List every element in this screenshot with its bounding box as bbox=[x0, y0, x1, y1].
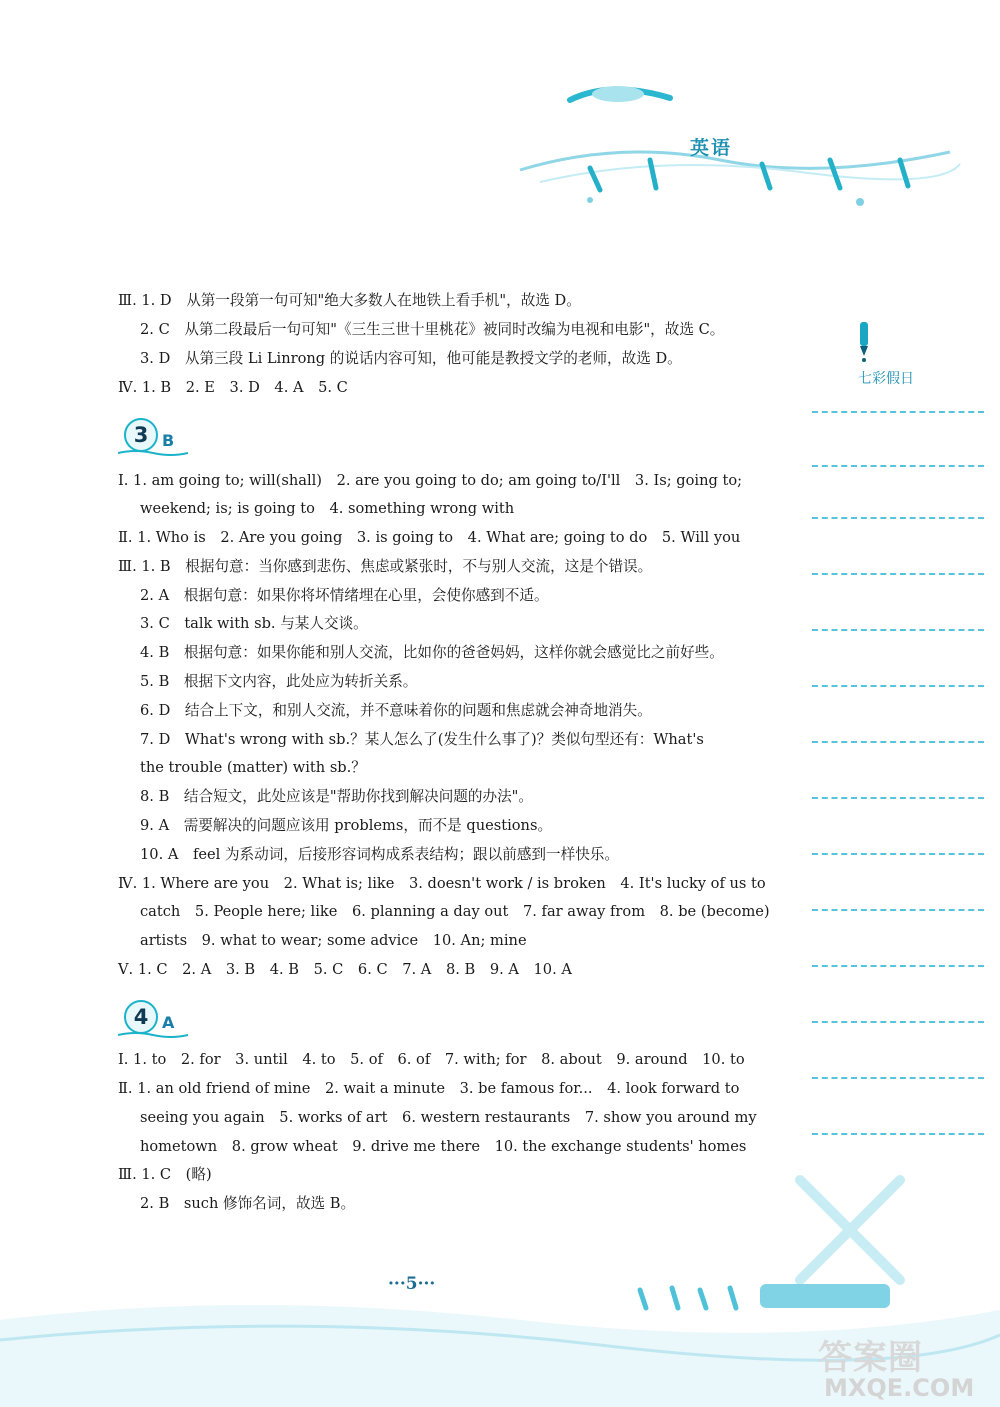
note-line bbox=[812, 797, 984, 799]
note-line bbox=[812, 411, 984, 413]
answer-line: 10. A feel 为系动词，后接形容词构成系表结构；跟以前感到一样快乐。 bbox=[140, 846, 619, 863]
lesson-letter: B bbox=[162, 431, 175, 450]
note-line bbox=[812, 685, 984, 687]
page-number: ···5··· bbox=[388, 1274, 436, 1294]
note-line bbox=[812, 1077, 984, 1079]
answer-line: 8. B 结合短文，此处应该是"帮助你找到解决问题的办法"。 bbox=[140, 788, 533, 805]
answer-line: Ⅲ. 1. C (略) bbox=[118, 1166, 212, 1183]
answer-line: Ⅴ. 1. C 2. A 3. B 4. B 5. C 6. C 7. A 8. B 9. A 10. A bbox=[118, 961, 572, 978]
answer-line: Ⅰ. 1. to 2. for 3. until 4. to 5. of 6. of 7. with; for 8. about 9. around 10. to bbox=[118, 1051, 745, 1068]
answer-line: 2. C 从第二段最后一句可知"《三生三世十里桃花》被同时改编为电视和电影"，故选 C。 bbox=[140, 321, 725, 338]
note-line bbox=[812, 573, 984, 575]
answer-line: Ⅳ. 1. Where are you 2. What is; like 3. doesn't work / is broken 4. It's lucky of us to bbox=[118, 875, 766, 892]
note-line bbox=[812, 517, 984, 519]
answer-line: 6. D 结合上下文，和别人交流，并不意味着你的问题和焦虑就会神奇地消失。 bbox=[140, 702, 652, 719]
answer-line: Ⅲ. 1. D 从第一段第一句可知"绝大多数人在地铁上看手机"，故选 D。 bbox=[118, 292, 581, 309]
answer-line: 3. C talk with sb. 与某人交谈。 bbox=[140, 615, 368, 632]
subject-title: 英语 bbox=[690, 137, 733, 159]
answer-line: catch 5. People here; like 6. planning a day out 7. far away from 8. be (become) bbox=[140, 903, 770, 920]
answer-line: Ⅰ. 1. am going to; will(shall) 2. are you going to do; am going to/I'll 3. Is; going to; bbox=[118, 472, 743, 489]
watermark-url: MXQE.COM bbox=[824, 1374, 975, 1402]
answer-line: the trouble (matter) with sb.？ bbox=[140, 759, 366, 776]
note-line bbox=[812, 741, 984, 743]
answer-line: Ⅲ. 1. B 根据句意：当你感到悲伤、焦虑或紧张时，不与别人交流，这是个错误。 bbox=[118, 558, 653, 575]
pen-icon bbox=[844, 320, 884, 364]
answer-line: 9. A 需要解决的问题应该用 problems，而不是 questions。 bbox=[140, 817, 553, 834]
note-line bbox=[812, 853, 984, 855]
answer-line: weekend; is; is going to 4. something wrong with bbox=[140, 500, 515, 517]
watermark-text: 答案圈 bbox=[818, 1338, 923, 1378]
note-line bbox=[812, 1133, 984, 1135]
note-line bbox=[812, 1021, 984, 1023]
note-line bbox=[812, 465, 984, 467]
answer-line: 2. A 根据句意：如果你将坏情绪埋在心里，会使你感到不适。 bbox=[140, 587, 549, 604]
header-decoration bbox=[500, 60, 970, 230]
wave-decoration bbox=[118, 1031, 188, 1039]
answer-line: hometown 8. grow wheat 9. drive me there 10. the exchange students' homes bbox=[140, 1138, 747, 1155]
lesson-badge-3b bbox=[118, 415, 188, 455]
answer-line: 5. B 根据下文内容，此处应为转折关系。 bbox=[140, 673, 418, 690]
lesson-letter: A bbox=[162, 1013, 175, 1032]
answer-line: Ⅱ. 1. an old friend of mine 2. wait a minute 3. be famous for... 4. look forward to bbox=[118, 1080, 740, 1097]
lesson-badge-4a bbox=[118, 997, 188, 1037]
wave-decoration bbox=[118, 449, 188, 457]
answer-line: 3. D 从第三段 Li Linrong 的说话内容可知，他可能是教授文学的老师，故选 D。 bbox=[140, 350, 682, 367]
answer-line: Ⅳ. 1. B 2. E 3. D 4. A 5. C bbox=[118, 379, 348, 396]
answer-line: artists 9. what to wear; some advice 10. An; mine bbox=[140, 932, 527, 949]
answer-line: Ⅱ. 1. Who is 2. Are you going 3. is going to 4. What are; going to do 5. Will you bbox=[118, 529, 741, 546]
side-label: 七彩假日 bbox=[858, 371, 914, 387]
note-line bbox=[812, 629, 984, 631]
note-line bbox=[812, 965, 984, 967]
answer-line: 4. B 根据句意：如果你能和别人交流，比如你的爸爸妈妈，这样你就会感觉比之前好些。 bbox=[140, 644, 724, 661]
lesson-number: 3 bbox=[124, 418, 158, 452]
answer-line: 7. D What's wrong with sb.？某人怎么了(发生什么事了)？类似句型还有：What's bbox=[140, 731, 704, 748]
answer-line: 2. B such 修饰名词，故选 B。 bbox=[140, 1195, 356, 1212]
lesson-number: 4 bbox=[124, 1000, 158, 1034]
answer-line: seeing you again 5. works of art 6. western restaurants 7. show you around my bbox=[140, 1109, 757, 1126]
note-line bbox=[812, 909, 984, 911]
